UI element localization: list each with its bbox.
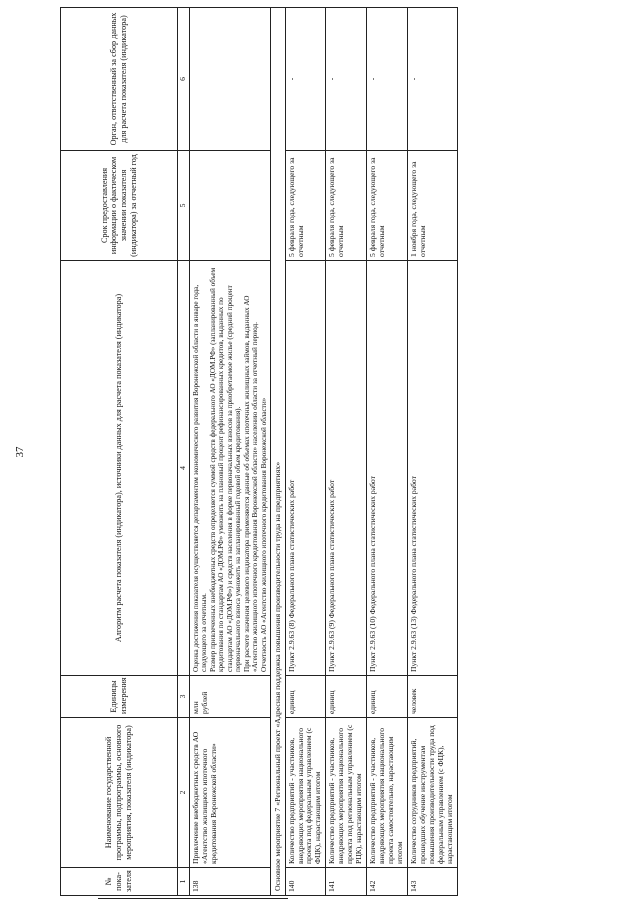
indicator-deadline bbox=[190, 151, 271, 261]
algorithm-paragraph: Размер привлеченных внебюджетных средств определяется суммой средств федерального АО «ДОМ.РФ» (запланированный объем кредитования по стандартам АО «ДОМ.РФ» умножить на плановый процент рефинансированных кредитов, выданных по стандартам АО «ДОМ.РФ») и средств населения в форме первоначальных взносов за приобретаемое жилье (средний процент первоначального взноса умножить на запланированный годовой объем кредитования). bbox=[208, 267, 243, 672]
section-title: Основное мероприятие 7 «Региональный проект «Адресная поддержка повышения производительности труда на предприятиях» bbox=[271, 8, 285, 896]
row-number: 141 bbox=[326, 868, 367, 896]
column-number-row bbox=[178, 8, 190, 896]
indicator-deadline: 5 февраля года, следующего за отчетным bbox=[285, 151, 326, 261]
indicator-deadline: 5 февраля года, следующего за отчетным bbox=[326, 151, 367, 261]
indicator-name: Количество сотрудников предприятий, прошедших обучение инструментам повышения производительности труда под федеральным управлением (с ФЦК), нарастающим итогом bbox=[407, 718, 457, 868]
indicator-deadline: 5 февраля года, следующего за отчетным bbox=[367, 151, 408, 261]
indicator-responsible bbox=[190, 8, 271, 151]
column-number: 6 bbox=[178, 8, 190, 151]
header-name: Наименование государственной программы, подпрограммы, основного мероприятия, показателя (индикатора) bbox=[61, 718, 178, 868]
indicator-unit: человек bbox=[407, 676, 457, 718]
indicator-responsible: - bbox=[367, 8, 408, 151]
indicator-responsible: - bbox=[326, 8, 367, 151]
footnote-divider bbox=[98, 898, 288, 899]
indicator-name: Количество предприятий - участников, внедряющих мероприятия национального проекта под региональным управлением (с РЦК), нарастающим итогом bbox=[326, 718, 367, 868]
algorithm-paragraph: Оценка достижения показателя осуществляется департаментом экономического развития Воронежской области в январе года, следующего за отчетным. bbox=[192, 284, 209, 672]
indicator-name: Привлечение внебюджетных средств АО «Агентство жилищного ипотечного кредитования Воронежской области» bbox=[190, 718, 271, 868]
page-number: 37 bbox=[14, 446, 26, 458]
table-row bbox=[190, 8, 271, 896]
indicator-unit: единиц bbox=[285, 676, 326, 718]
header-responsible: Орган, ответственный за сбор данных для расчета показателя (индикатора) bbox=[61, 8, 178, 151]
column-number: 1 bbox=[178, 868, 190, 896]
row-number: 143 bbox=[407, 868, 457, 896]
indicator-unit: единиц bbox=[326, 676, 367, 718]
algorithm-paragraph: При расчете значения целевого индикатора применяются данные об объемах ипотечных жилищных займов, выданных АО «Агентство жилищного ипотечного кредитования Воронежской области» населению области за отчетный период. bbox=[242, 295, 260, 672]
table-row bbox=[367, 8, 408, 896]
header-deadline: Срок предоставления информации о фактическом значении показателя (индикатора) за отчетный год bbox=[61, 151, 178, 261]
indicator-unit: млн рублей bbox=[190, 676, 271, 718]
indicator-algorithm: Пункт 2.9.63 (9) Федерального плана статистических работ bbox=[326, 261, 367, 676]
indicator-responsible: - bbox=[407, 8, 457, 151]
indicator-table bbox=[60, 7, 458, 896]
column-number: 4 bbox=[178, 261, 190, 676]
indicator-algorithm bbox=[190, 261, 271, 676]
indicator-algorithm: Пункт 2.9.63 (10) Федерального плана статистических работ bbox=[367, 261, 408, 676]
table-header-row bbox=[61, 8, 178, 896]
rotated-page bbox=[60, 6, 630, 896]
row-number: 142 bbox=[367, 868, 408, 896]
section-row bbox=[271, 8, 285, 896]
algorithm-paragraph: Отчетность АО «Агентство жилищного ипотечного кредитования Воронежской области» bbox=[259, 397, 268, 672]
table-row bbox=[285, 8, 326, 896]
table-container bbox=[60, 6, 630, 896]
indicator-deadline: 1 ноября года, следующего за отчетным bbox=[407, 151, 457, 261]
indicator-algorithm: Пункт 2.9.63 (13) Федерального плана статистических работ bbox=[407, 261, 457, 676]
header-number: № пока-зателя bbox=[61, 868, 178, 896]
header-unit: Единицы измерения bbox=[61, 676, 178, 718]
row-number: 138 bbox=[190, 868, 271, 896]
indicator-unit: единиц bbox=[367, 676, 408, 718]
header-algorithm: Алгоритм расчета показателя (индикатора), источники данных для расчета показателя (индикатора) bbox=[61, 261, 178, 676]
row-number: 140 bbox=[285, 868, 326, 896]
column-number: 5 bbox=[178, 151, 190, 261]
indicator-algorithm: Пункт 2.9.63 (8) Федерального плана статистических работ bbox=[285, 261, 326, 676]
column-number: 2 bbox=[178, 718, 190, 868]
indicator-name: Количество предприятий - участников, внедряющих мероприятия национального проекта под федеральным управлением (с ФЦК), нарастающим итогом bbox=[285, 718, 326, 868]
indicator-responsible: - bbox=[285, 8, 326, 151]
indicator-name: Количество предприятий - участников, внедряющих мероприятия национального проекта самостоятельно, нарастающим итогом bbox=[367, 718, 408, 868]
table-row bbox=[326, 8, 367, 896]
table-row bbox=[407, 8, 457, 896]
column-number: 3 bbox=[178, 676, 190, 718]
